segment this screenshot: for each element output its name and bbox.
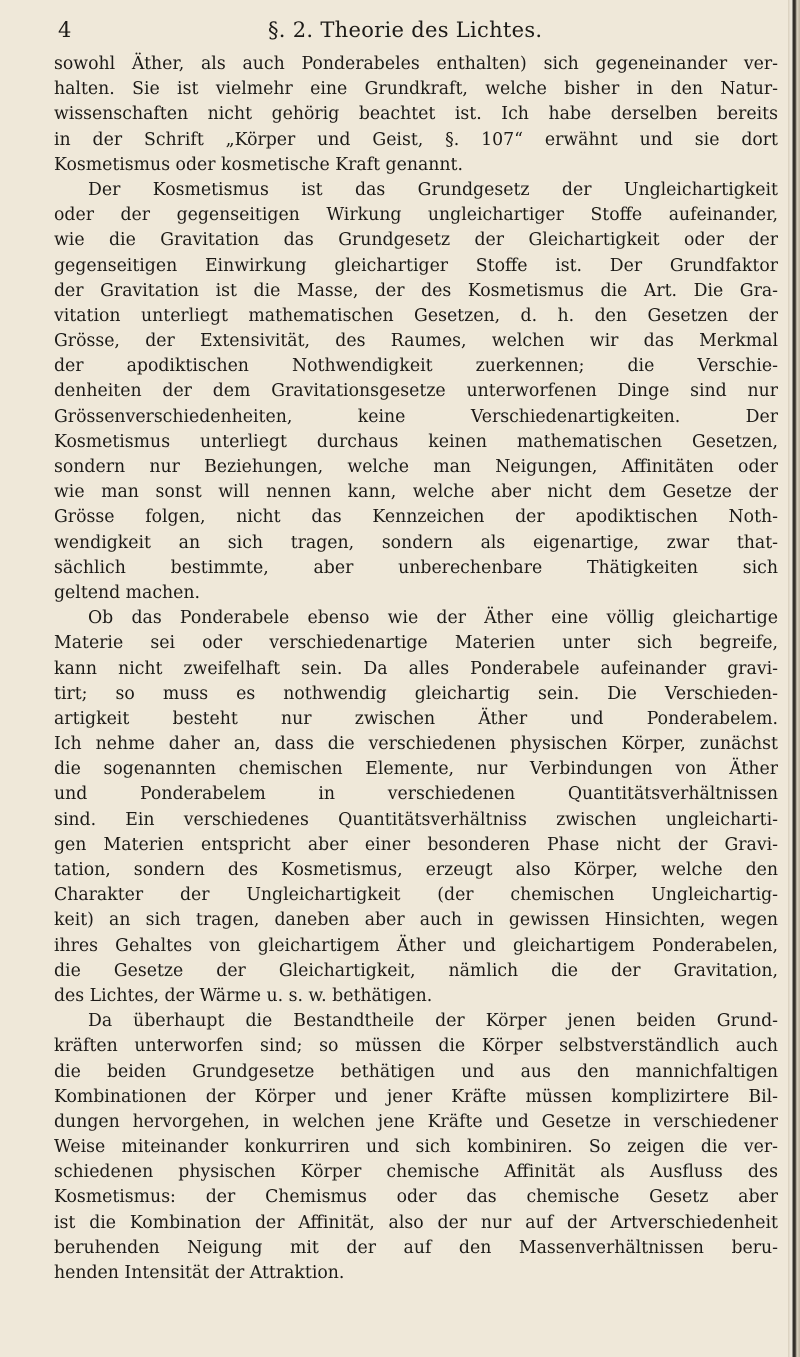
text-line: beruhenden Neigung mit der auf den Massenverhältnissen beru- (54, 1237, 778, 1258)
text-line: kräften unterworfen sind; so müssen die Körper selbstverständlich auch (54, 1036, 778, 1057)
text-line: die sogenannten chemischen Elemente, nur Verbindungen von Äther (54, 759, 778, 780)
text-line: wie die Gravitation das Grundgesetz der Gleichartigkeit oder der (54, 230, 778, 251)
text-line: sondern nur Beziehungen, welche man Neigungen, Affinitäten oder (54, 457, 778, 477)
text-line: Da überhaupt die Bestandtheile der Körper jenen beiden Grund- (88, 1011, 778, 1032)
text-line: ihres Gehaltes von gleichartigem Äther und gleichartigem Ponderabelen, (54, 935, 778, 956)
text-line: Kombinationen der Körper und jener Kräfte müssen komplizirtere Bil- (54, 1086, 778, 1107)
text-line: kann nicht zweifelhaft sein. Da alles Ponderabele aufeinander gravi- (54, 658, 778, 679)
text-line: gegenseitigen Einwirkung gleichartiger Stoffe ist. Der Grundfaktor (54, 255, 778, 276)
text-line: dungen hervorgehen, in welchen jene Kräfte und Gesetze in verschiedener (54, 1111, 778, 1132)
text-line: keit) an sich tragen, daneben aber auch in gewissen Hinsichten, wegen (54, 910, 778, 931)
text-line: ist die Kombination der Affinität, also der nur auf der Artverschiedenheit (54, 1212, 778, 1233)
text-line: und Ponderabelem in verschiedenen Quantitätsverhältnissen (54, 784, 778, 805)
text-line: henden Intensität der Attraktion. (54, 1263, 345, 1283)
text-line: die Gesetze der Gleichartigkeit, nämlich die der Gravitation, (54, 960, 778, 981)
text-line: Charakter der Ungleichartigkeit (der chemischen Ungleichartig- (54, 885, 778, 906)
text-line: Kosmetismus unterliegt durchaus keinen mathematischen Gesetzen, (54, 431, 778, 452)
text-line: denheiten der dem Gravitationsgesetze unterworfenen Dinge sind nur (54, 381, 778, 402)
text-line: der Gravitation ist die Masse, der des Kosmetismus die Art. Die Gra- (54, 280, 778, 301)
body-text (54, 52, 778, 1286)
text-line: geltend machen. (54, 582, 201, 603)
text-line: die beiden Grundgesetze bethätigen und aus den mannichfaltigen (54, 1061, 778, 1082)
text-line: Ob das Ponderabele ebenso wie der Äther eine völlig gleichartige (88, 608, 778, 629)
text-line: des Lichtes, der Wärme u. s. w. bethätigen. (54, 985, 433, 1006)
text-line: sächlich bestimmte, aber unberechenbare Thätigkeiten sich (54, 557, 778, 578)
text-line: in der Schrift „Körper und Geist, §. 107“ erwähnt und sie dort (54, 129, 778, 150)
text-line: Materie sei oder verschiedenartige Materien unter sich begreife, (54, 633, 778, 654)
text-line: Kosmetismus oder kosmetische Kraft genannt. (54, 154, 463, 175)
text-line: Weise miteinander konkurriren und sich kombiniren. So zeigen die ver- (54, 1137, 778, 1158)
text-line: sind. Ein verschiedenes Quantitätsverhältniss zwischen ungleicharti- (54, 809, 778, 830)
text-line: wendigkeit an sich tragen, sondern als eigenartige, zwar that- (54, 532, 778, 553)
text-line: tation, sondern des Kosmetismus, erzeugt also Körper, welche den (54, 860, 778, 880)
text-line: der apodiktischen Nothwendigkeit zuerkennen; die Verschie- (54, 356, 778, 377)
text-line: Grösse, der Extensivität, des Raumes, welchen wir das Merkmal (54, 331, 778, 352)
text-line: wie man sonst will nennen kann, welche aber nicht dem Gesetze der (54, 482, 778, 503)
page-number: 4 (58, 18, 72, 42)
text-line: Grösse folgen, nicht das Kennzeichen der apodiktischen Noth- (54, 507, 778, 528)
text-line: Grössenverschiedenheiten, keine Verschiedenartigkeiten. Der (54, 406, 778, 427)
text-line: tirt; so muss es nothwendig gleichartig sein. Die Verschieden- (54, 683, 778, 704)
text-line: vitation unterliegt mathematischen Gesetzen, d. h. den Gesetzen der (54, 305, 778, 326)
text-line: wissenschaften nicht gehörig beachtet ist. Ich habe derselben bereits (54, 104, 778, 125)
text-line: schiedenen physischen Körper chemische Affinität als Ausfluss des (54, 1162, 778, 1183)
text-line: Der Kosmetismus ist das Grundgesetz der Ungleichartigkeit (88, 179, 778, 200)
text-line: sowohl Äther, als auch Ponderabeles enthalten) sich gegeneinander ver- (54, 54, 778, 74)
text-line: Kosmetismus: der Chemismus oder das chemische Gesetz aber (54, 1187, 778, 1208)
running-head: §. 2. Theorie des Lichtes. (268, 18, 543, 42)
text-line: Ich nehme daher an, dass die verschiedenen physischen Körper, zunächst (54, 734, 778, 755)
text-line: oder der gegenseitigen Wirkung ungleichartiger Stoffe aufeinander, (54, 205, 778, 226)
text-line: gen Materien entspricht aber einer besonderen Phase nicht der Gravi- (54, 834, 778, 855)
page-edge (788, 0, 800, 1357)
text-line: artigkeit besteht nur zwischen Äther und Ponderabelem. (54, 708, 778, 729)
page-header (58, 14, 778, 48)
text-line: halten. Sie ist vielmehr eine Grundkraft, welche bisher in den Natur- (54, 79, 778, 100)
